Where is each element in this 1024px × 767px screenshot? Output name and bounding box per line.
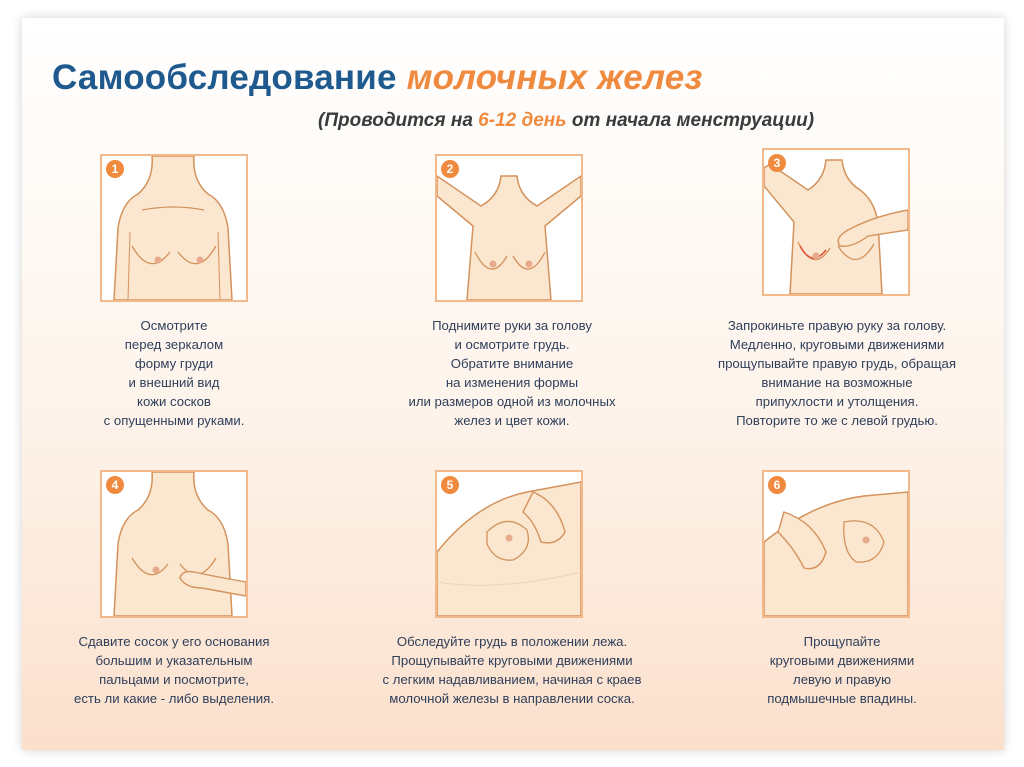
step-2-badge: 2	[441, 160, 459, 178]
step-4-badge: 4	[106, 476, 124, 494]
torso-arms-down-icon	[102, 156, 246, 300]
page-title	[52, 58, 703, 98]
subtitle-suffix: от начала менструации)	[571, 110, 815, 131]
torso-arms-raised-icon	[437, 156, 581, 300]
step-1-caption: Осмотрите перед зеркалом форму груди и внешний вид кожи сосков с опущенными руками.	[103, 318, 245, 428]
step-3-illustration	[762, 148, 910, 296]
subtitle-highlight: 6-12 день	[478, 110, 567, 131]
step-4-illustration	[100, 470, 248, 618]
step-1-illustration	[100, 154, 248, 302]
step-3-badge: 3	[768, 154, 786, 172]
step-5-badge: 5	[441, 476, 459, 494]
page-subtitle	[318, 110, 814, 132]
step-3-caption: Запрокиньте правую руку за голову. Медленно, круговыми движениями прощупывайте правую грудь, обращая внимание на возможные припухлости и утолщения. Повторите то же с левой грудью.	[717, 318, 957, 428]
step-6-caption: Прощупайте круговыми движениями левую и правую подмышечные впадины.	[767, 634, 917, 706]
step-1-badge: 1	[106, 160, 124, 178]
lying-palpation-icon	[437, 472, 581, 616]
slide	[22, 18, 1004, 750]
palpation-arm-raised-icon	[764, 150, 908, 294]
step-4-caption: Сдавите сосок у его основания большим и указательным пальцами и посмотрите, есть ли какие - либо выделения.	[74, 634, 274, 706]
step-2-caption: Поднимите руки за голову и осмотрите грудь. Обратите внимание на изменения формы или размеров одной из молочных желез и цвет кожи.	[408, 318, 616, 428]
step-6-badge: 6	[768, 476, 786, 494]
title-part-1: Самообследование	[52, 58, 397, 97]
step-2-illustration	[435, 154, 583, 302]
subtitle-prefix: (Проводится на	[318, 110, 473, 131]
title-part-2: молочных желез	[406, 58, 703, 97]
step-5-illustration	[435, 470, 583, 618]
armpit-palpation-icon	[764, 472, 908, 616]
step-6-illustration	[762, 470, 910, 618]
step-5-caption: Обследуйте грудь в положении лежа. Прощупывайте круговыми движениями с легким надавливанием, начиная с краев молочной железы в направлении соска.	[382, 634, 642, 706]
nipple-squeeze-icon	[102, 472, 246, 616]
